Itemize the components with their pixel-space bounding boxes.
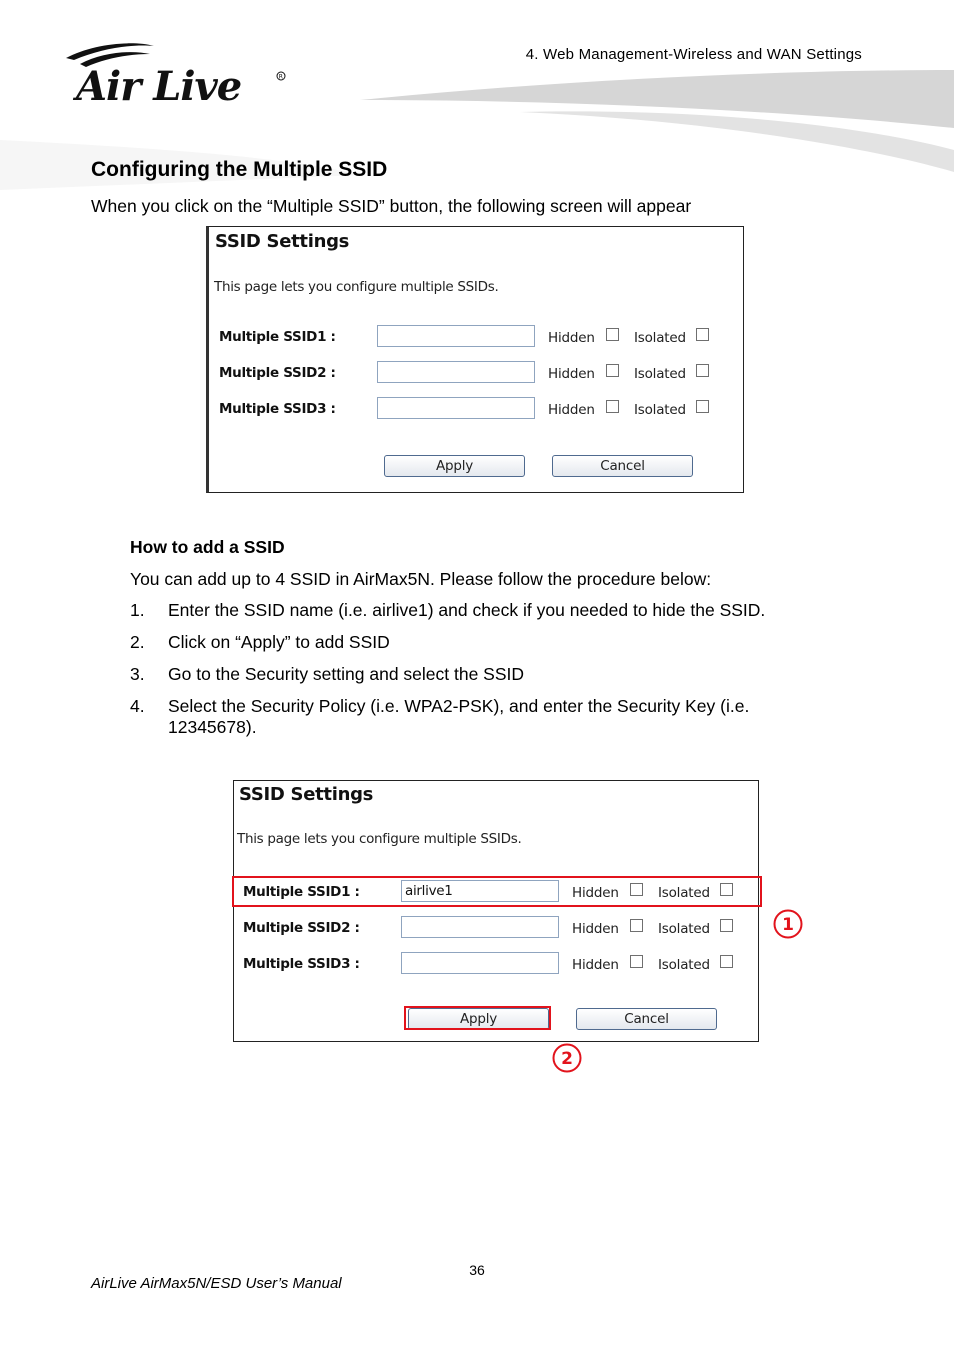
ssid-label: Multiple SSID1 :	[243, 884, 360, 900]
hidden-label: Hidden	[572, 957, 619, 973]
ssid-input[interactable]	[377, 397, 535, 419]
svg-text:Air Live: Air Live	[76, 63, 242, 106]
section-title: Configuring the Multiple SSID	[91, 158, 388, 181]
page-number: 36	[469, 1262, 485, 1278]
airlive-logo	[62, 40, 292, 106]
hidden-checkbox[interactable]	[606, 364, 619, 377]
hidden-checkbox[interactable]	[606, 328, 619, 341]
ssid-input[interactable]	[377, 325, 535, 347]
hidden-label: Hidden	[548, 366, 595, 382]
panel-title: SSID Settings	[215, 231, 350, 252]
step-text: Go to the Security setting and select the SSID	[168, 664, 525, 684]
ssid-input[interactable]: airlive1	[401, 880, 559, 902]
apply-button[interactable]: Apply	[408, 1008, 549, 1030]
step-text: Click on “Apply” to add SSID	[168, 632, 390, 652]
isolated-label: Isolated	[634, 402, 686, 418]
isolated-label: Isolated	[658, 885, 710, 901]
hidden-label: Hidden	[548, 330, 595, 346]
howto-intro: You can add up to 4 SSID in AirMax5N. Please follow the procedure below:	[130, 569, 712, 589]
apply-highlight-box	[404, 1006, 551, 1030]
ssid-label: Multiple SSID2 :	[219, 365, 336, 381]
hidden-checkbox[interactable]	[630, 955, 643, 968]
hidden-label: Hidden	[572, 885, 619, 901]
ssid-row-3	[219, 397, 729, 423]
apply-button[interactable]: Apply	[384, 455, 525, 477]
hidden-checkbox[interactable]	[630, 919, 643, 932]
ssid-row-2	[243, 916, 753, 942]
hidden-label: Hidden	[572, 921, 619, 937]
isolated-checkbox[interactable]	[720, 919, 733, 932]
ssid-row-2	[219, 361, 729, 387]
ssid-settings-screenshot-2	[233, 780, 759, 1042]
panel-title: SSID Settings	[239, 784, 374, 805]
cancel-button[interactable]: Cancel	[576, 1008, 717, 1030]
isolated-label: Isolated	[634, 330, 686, 346]
callout-marker-2	[552, 1043, 582, 1073]
ssid-row-3	[243, 952, 753, 978]
step-text: Select the Security Policy (i.e. WPA2-PSK), and enter the Security Key (i.e. 12345678).	[168, 696, 750, 737]
step-number: 2.	[130, 632, 145, 652]
section-intro: When you click on the “Multiple SSID” button, the following screen will appear	[91, 196, 692, 216]
isolated-checkbox[interactable]	[696, 400, 709, 413]
hidden-label: Hidden	[548, 402, 595, 418]
ssid-input[interactable]	[377, 361, 535, 383]
manual-title: AirLive AirMax5N/ESD User’s Manual	[91, 1275, 342, 1292]
ssid-input[interactable]	[401, 952, 559, 974]
svg-text:R: R	[278, 73, 283, 81]
ssid-input[interactable]	[401, 916, 559, 938]
ssid-settings-screenshot-1	[206, 226, 744, 493]
chapter-heading: 4. Web Management-Wireless and WAN Settings	[525, 46, 862, 63]
callout-marker-1-label: 1	[782, 915, 794, 935]
step-number: 1.	[130, 600, 145, 620]
ssid-label: Multiple SSID2 :	[243, 920, 360, 936]
isolated-checkbox[interactable]	[696, 328, 709, 341]
ssid-label: Multiple SSID3 :	[219, 401, 336, 417]
ssid1-highlight-box	[232, 876, 762, 907]
isolated-label: Isolated	[658, 921, 710, 937]
callout-marker-2-label: 2	[561, 1049, 573, 1069]
hidden-checkbox[interactable]	[606, 400, 619, 413]
isolated-checkbox[interactable]	[720, 955, 733, 968]
ssid-row-1	[219, 325, 729, 351]
step-number: 3.	[130, 664, 145, 684]
isolated-checkbox[interactable]	[696, 364, 709, 377]
isolated-label: Isolated	[634, 366, 686, 382]
isolated-label: Isolated	[658, 957, 710, 973]
ssid-label: Multiple SSID1 :	[219, 329, 336, 345]
panel-description: This page lets you configure multiple SSIDs.	[214, 279, 499, 295]
panel-description: This page lets you configure multiple SSIDs.	[237, 831, 522, 847]
step-text: Enter the SSID name (i.e. airlive1) and check if you needed to hide the SSID.	[168, 600, 766, 620]
step-number: 4.	[130, 696, 145, 716]
howto-title: How to add a SSID	[130, 537, 285, 557]
cancel-button[interactable]: Cancel	[552, 455, 693, 477]
ssid-label: Multiple SSID3 :	[243, 956, 360, 972]
callout-marker-1	[773, 909, 803, 939]
